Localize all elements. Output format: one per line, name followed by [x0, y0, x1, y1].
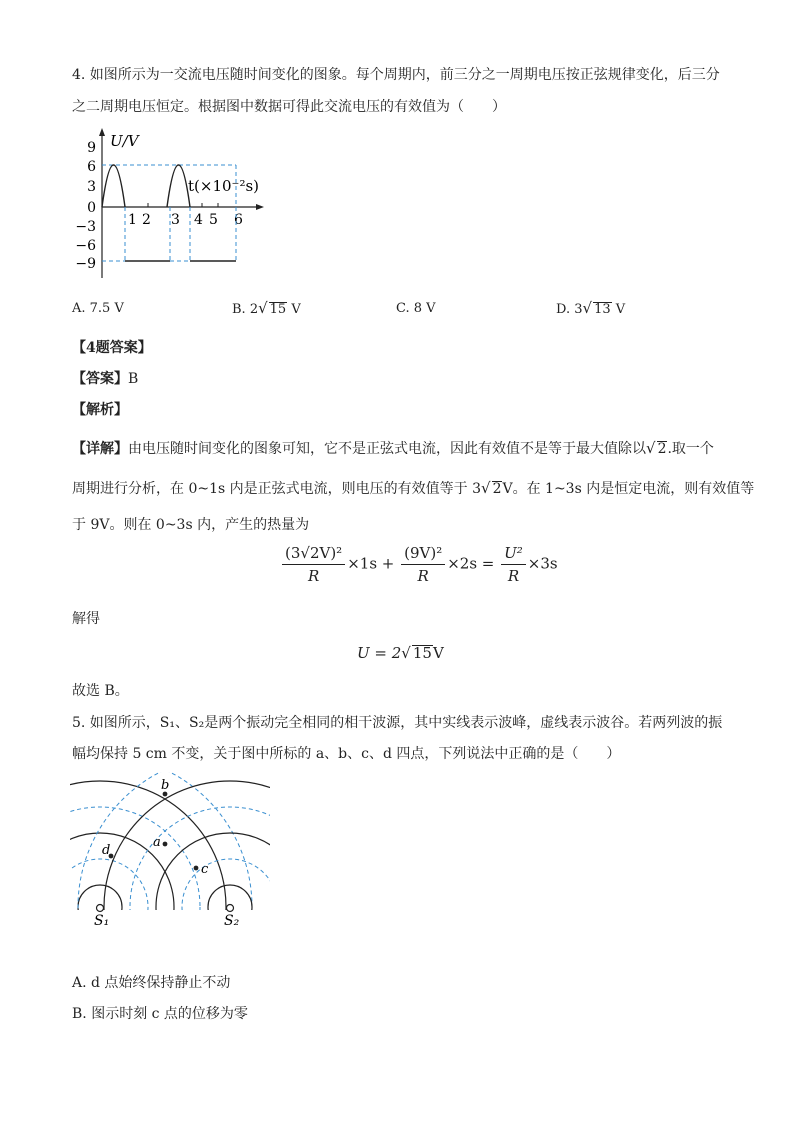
- label-b: b: [161, 778, 170, 793]
- x-tick: 3: [171, 212, 180, 228]
- detail-text: 周期进行分析，在 0~1s 内是正弦式电流，则电压的有效值等于 3: [72, 481, 481, 497]
- y-axis-label: U/V: [110, 132, 139, 150]
- option-d-unit: V: [615, 302, 626, 317]
- option-d-radicand: 13: [594, 302, 611, 317]
- q4-option-a: A. 7.5 V: [72, 301, 124, 316]
- answer-heading: 【4题答案】: [72, 340, 152, 356]
- point-a: [163, 842, 168, 847]
- y-tick: 9: [87, 140, 96, 156]
- q4-stem-line2: 之二周期电压恒定。根据图中数据可得此交流电压的有效值为（ ）: [72, 99, 506, 115]
- result-unit: V: [432, 644, 444, 662]
- detail-line3: 于 9V。则在 0~3s 内，产生的热量为: [72, 517, 310, 533]
- heat-equation: $\frac{\text{(3√2V)²}}{R}$ ×1s + $\frac{\text{(9V)²}}{R}$ ×2s = $\frac{\text{U²}}{R}$ ×3s: [280, 544, 558, 585]
- y-tick: 0: [87, 200, 96, 216]
- analysis-heading: 【解析】: [72, 402, 128, 418]
- label-a: a: [153, 835, 161, 850]
- choose-line: 故选 B。: [72, 683, 129, 699]
- q4-voltage-graph: [70, 128, 270, 288]
- x-axis-label: t(×10⁻²s): [188, 177, 260, 195]
- q4-option-d: D. 3√ 13 V: [556, 299, 626, 317]
- label-s1: S₁: [94, 913, 110, 929]
- x-tick: 6: [234, 212, 243, 228]
- detail-text: 由电压随时间变化的图象可知，它不是正弦式电流，因此有效值不是等于最大值除以: [128, 441, 646, 457]
- detail-text: .取一个: [667, 441, 714, 457]
- detail-line2: 周期进行分析，在 0~1s 内是正弦式电流，则电压的有效值等于 3√ 2V。在 1~3s 内是恒定电流，则有效值等: [72, 479, 755, 497]
- q4-option-c: C. 8 V: [396, 301, 436, 316]
- sqrt-radicand: 2: [492, 481, 502, 497]
- detail-tag: 【详解】: [72, 441, 128, 457]
- point-c: [194, 866, 199, 871]
- y-tick: 3: [87, 179, 96, 195]
- sine-hump-2: [167, 165, 190, 207]
- x-tick: 1: [128, 212, 137, 228]
- y-tick: 6: [87, 159, 96, 175]
- detail-text: V。在 1~3s 内是恒定电流，则有效值等: [502, 481, 755, 497]
- label-d: d: [102, 843, 111, 858]
- sqrt-radicand: 2: [657, 441, 667, 457]
- q5-stem-line2: 幅均保持 5 cm 不变，关于图中所标的 a、b、c、d 四点，下列说法中正确的是（ ）: [72, 746, 621, 762]
- q4-stem-line1: 4. 如图所示为一交流电压随时间变化的图象。每个周期内，前三分之一周期电压按正弦规律变化，后三分: [72, 67, 720, 83]
- option-b-unit: V: [291, 302, 301, 317]
- solve-label: 解得: [72, 611, 100, 627]
- detail-line1: 【详解】由电压随时间变化的图象可知，它不是正弦式电流，因此有效值不是等于最大值除以√ 2.取一个: [72, 439, 714, 457]
- y-tick: −6: [75, 238, 96, 254]
- option-d-coef: D. 3: [556, 302, 583, 317]
- x-tick: 2: [142, 212, 151, 228]
- x-tick: 4: [194, 212, 203, 228]
- q4-option-b: B. 2√ 15 V: [232, 299, 301, 317]
- q5-option-b: B. 图示时刻 c 点的位移为零: [72, 1006, 248, 1022]
- y-tick: −9: [75, 256, 96, 272]
- q5-option-a: A. d 点始终保持静止不动: [72, 975, 231, 991]
- answer-line: [72, 369, 138, 389]
- y-tick: −3: [75, 219, 96, 235]
- q5-interference-diagram: [70, 772, 270, 932]
- option-b-radicand: 15: [269, 302, 287, 317]
- result-radicand: 15: [412, 644, 432, 662]
- answer-tag: 【答案】: [72, 371, 128, 387]
- x-tick: 5: [209, 212, 218, 228]
- result-coef: U = 2: [357, 644, 402, 662]
- result-equation: U = 2√ 15V: [357, 644, 444, 662]
- q5-stem-line1: 5. 如图所示，S₁、S₂是两个振动完全相同的相干波源，其中实线表示波峰，虚线表示波谷。若两列波的振: [72, 715, 723, 731]
- source-s2: [227, 905, 234, 912]
- source-s1: [97, 905, 104, 912]
- option-b-coef: B. 2: [232, 302, 259, 317]
- label-s2: S₂: [224, 913, 240, 929]
- label-c: c: [201, 862, 209, 877]
- sine-hump-1: [102, 165, 125, 207]
- answer-value: B: [128, 371, 139, 387]
